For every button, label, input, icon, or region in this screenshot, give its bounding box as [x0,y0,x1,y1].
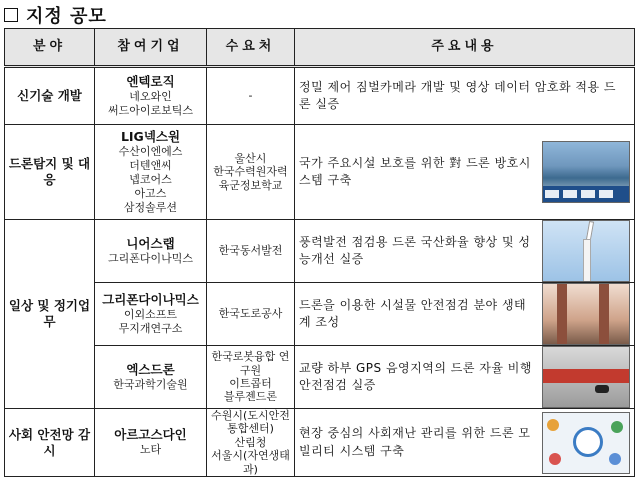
demand-org: 울산시 [234,151,267,165]
companies-cell [95,409,207,477]
section-title-text: 지정 공모 [26,6,107,27]
member-company: 한국과학기술원 [113,377,188,391]
member-company: 노타 [139,443,162,457]
companies-cell [95,125,207,220]
section-title [4,2,107,28]
demand-org: 한국로봇융합 연구원 [211,350,290,377]
demand-org: 한국도로공사 [218,307,283,321]
member-company: 아고스 [134,187,167,201]
demand-cell [207,125,295,220]
demand-org: 육군정보학교 [218,178,283,192]
member-company: 넵코어스 [129,172,172,186]
content-cell [295,283,635,346]
table-row [5,125,635,220]
demand-cell [207,283,295,346]
member-company: 써드아이로보틱스 [107,104,193,117]
member-company: 네오와인 [129,89,172,103]
demand-org: 블루젠드론 [223,390,278,404]
city-drone-photo [542,141,630,203]
content-text: 드론을 이용한 시설물 안전점검 분야 생태계 조성 [299,297,527,329]
header-companies: 참여기업 [95,29,207,67]
designated-contest-table [4,28,635,477]
member-company: 삼정솔루션 [123,201,178,215]
wind-turbine-photo [542,220,630,282]
member-company: 이외소프트 [123,307,178,321]
demand-org: 한국수력원자력 [213,165,288,179]
category-cell: 일상 및 정기업무 [5,220,95,409]
lead-company: 엑스드론 [126,361,175,377]
category-cell: 사회 안전망 감시 [5,409,95,477]
table-row [5,409,635,477]
content-text: 정밀 제어 짐벌카메라 개발 및 영상 데이터 암호화 적용 드론 실증 [299,79,616,111]
demand-org: 이트콥터 [229,377,272,390]
content-cell [295,346,635,409]
lead-company: 아르고스다인 [114,427,187,443]
demand-cell [207,409,295,477]
demand-org: 수원시(도시안전 통합센터) [211,409,290,436]
content-cell [295,409,635,477]
lead-company: 엔텍로직 [126,73,175,89]
companies-cell [95,346,207,409]
member-company: 그리폰다이나믹스 [107,251,193,265]
demand-org: - [248,89,253,103]
content-text: 국가 주요시설 보호를 위한 對 드론 방호시스템 구축 [299,155,531,187]
content-cell [295,220,635,283]
content-text: 교량 하부 GPS 음영지역의 드론 자율 비행 안전점검 실증 [299,360,532,392]
header-field: 분야 [5,29,95,67]
category-cell: 드론탐지 및 대응 [5,125,95,220]
bridge-inspection-photo [542,346,630,408]
header-content: 주요내용 [295,29,635,67]
header-demand: 수요처 [207,29,295,67]
member-company: 더텐앤씨 [129,158,172,172]
content-text: 풍력발전 점검용 드론 국산화율 향상 및 성능개선 실증 [299,234,531,266]
table-header-row [5,29,635,67]
category-cell: 신기술 개발 [5,67,95,125]
member-company: 무지개연구소 [118,322,183,335]
table-row [5,346,635,409]
bridge-pillar-photo [542,283,630,345]
demand-cell [207,67,295,125]
companies-cell [95,283,207,346]
content-cell [295,67,635,125]
lead-company: LIG넥스원 [120,128,181,144]
table-row [5,220,635,283]
member-company: 수산이엔에스 [118,144,183,158]
content-text: 현장 중심의 사회재난 관리를 위한 드론 모빌리티 시스템 구축 [299,426,531,458]
table-row [5,283,635,346]
companies-cell [95,220,207,283]
demand-org: 한국동서발전 [218,244,283,258]
checkbox-square-icon [4,8,18,22]
demand-cell [207,220,295,283]
companies-cell [95,67,207,125]
demand-cell [207,346,295,409]
demand-org: 서울시(자연생태과) [211,449,290,476]
lead-company: 니어스랩 [126,235,175,251]
demand-org: 산림청 [234,435,267,449]
lead-company: 그리폰다이나믹스 [102,291,199,307]
mobility-system-diagram [542,412,630,474]
content-cell [295,125,635,220]
table-row [5,67,635,125]
